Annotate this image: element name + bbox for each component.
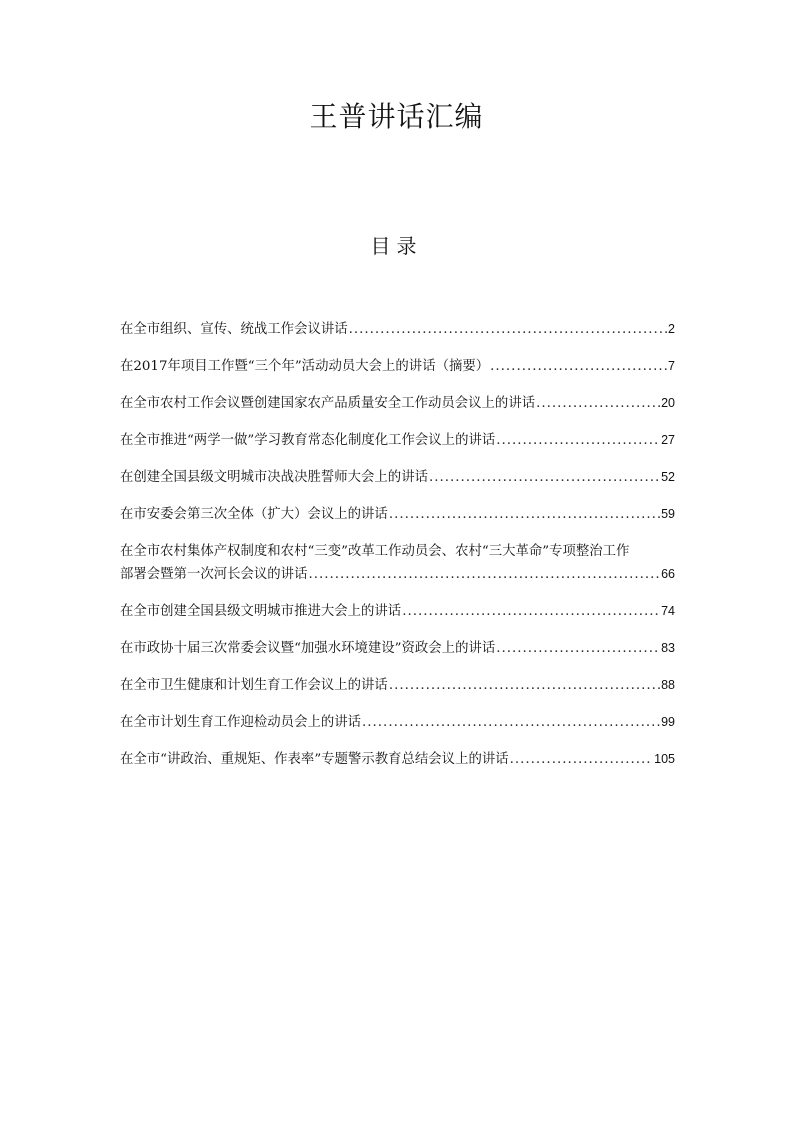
toc-entry[interactable] [120,674,675,697]
toc-entry[interactable] [120,503,675,526]
dot-leader [536,392,660,415]
dot-leader [362,711,660,734]
toc-entry-title: 在2017年项目工作暨“三个年”活动动员大会上的讲话（摘要） [120,359,490,374]
dot-leader [389,503,660,526]
toc-entry-title: 在全市推进“两学一做”学习教育常态化制度化工作会议上的讲话 [120,433,496,448]
toc-entry[interactable] [120,355,675,378]
toc-entry[interactable] [120,711,675,734]
toc-page-number: 7 [668,359,675,373]
toc-entry[interactable] [120,540,675,586]
dot-leader [349,318,667,341]
dot-leader [496,429,660,452]
dot-leader [496,637,660,660]
toc-entry-title-first-line: 在全市农村集体产权制度和农村“三变”改革工作动员会、农村“三大革命”专项整治工作 [120,544,630,559]
toc-entry-title: 在全市卫生健康和计划生育工作会议上的讲话 [120,678,388,693]
toc-entry[interactable] [120,429,675,452]
toc-entry[interactable] [120,748,675,771]
toc-page-number: 88 [661,678,675,692]
toc-entry-title: 在市政协十届三次常委会议暨“加强水环境建设”资政会上的讲话 [120,641,496,656]
toc-page-number: 74 [661,604,675,618]
toc-entry-title: 在全市计划生育工作迎检动员会上的讲话 [120,715,362,730]
toc-entry-title: 在全市“讲政治、重规矩、作表率”专题警示教育总结会议上的讲话 [120,752,509,767]
toc-page-number: 99 [661,715,675,729]
toc-page-number: 20 [661,396,675,410]
toc-page-number: 27 [661,433,675,447]
toc-page-number: 2 [668,322,675,336]
toc-entry-title: 在创建全国县级文明城市决战决胜誓师大会上的讲话 [120,470,428,485]
toc-entry-title: 在市安委会第三次全体（扩大）会议上的讲话 [120,507,388,522]
document-title: 王普讲话汇编 [309,100,484,133]
dot-leader [429,466,660,489]
toc-entry[interactable] [120,392,675,415]
toc-entry-title: 在全市农村工作会议暨创建国家农产品质量安全工作动员会议上的讲话 [120,396,536,411]
dot-leader [308,563,660,586]
toc-page-number: 59 [661,507,675,521]
dot-leader [402,600,660,623]
toc-entry[interactable] [120,466,675,489]
toc-entry-title: 在全市组织、宣传、统战工作会议讲话 [120,322,348,337]
dot-leader [389,674,660,697]
toc-page-number: 105 [654,752,675,766]
dot-leader [490,355,667,378]
dot-leader [510,748,654,771]
toc-page-number: 83 [661,641,675,655]
toc-entry[interactable] [120,318,675,341]
toc-entry-title: 在全市创建全国县级文明城市推进大会上的讲话 [120,604,402,619]
toc-heading: 目录 [370,234,423,258]
toc-entry-title: 部署会暨第一次河长会议的讲话 [120,567,308,582]
toc-entry[interactable] [120,600,675,623]
table-of-contents [120,318,675,785]
toc-page-number: 52 [661,470,675,484]
toc-entry[interactable] [120,637,675,660]
toc-page-number: 66 [661,567,675,581]
